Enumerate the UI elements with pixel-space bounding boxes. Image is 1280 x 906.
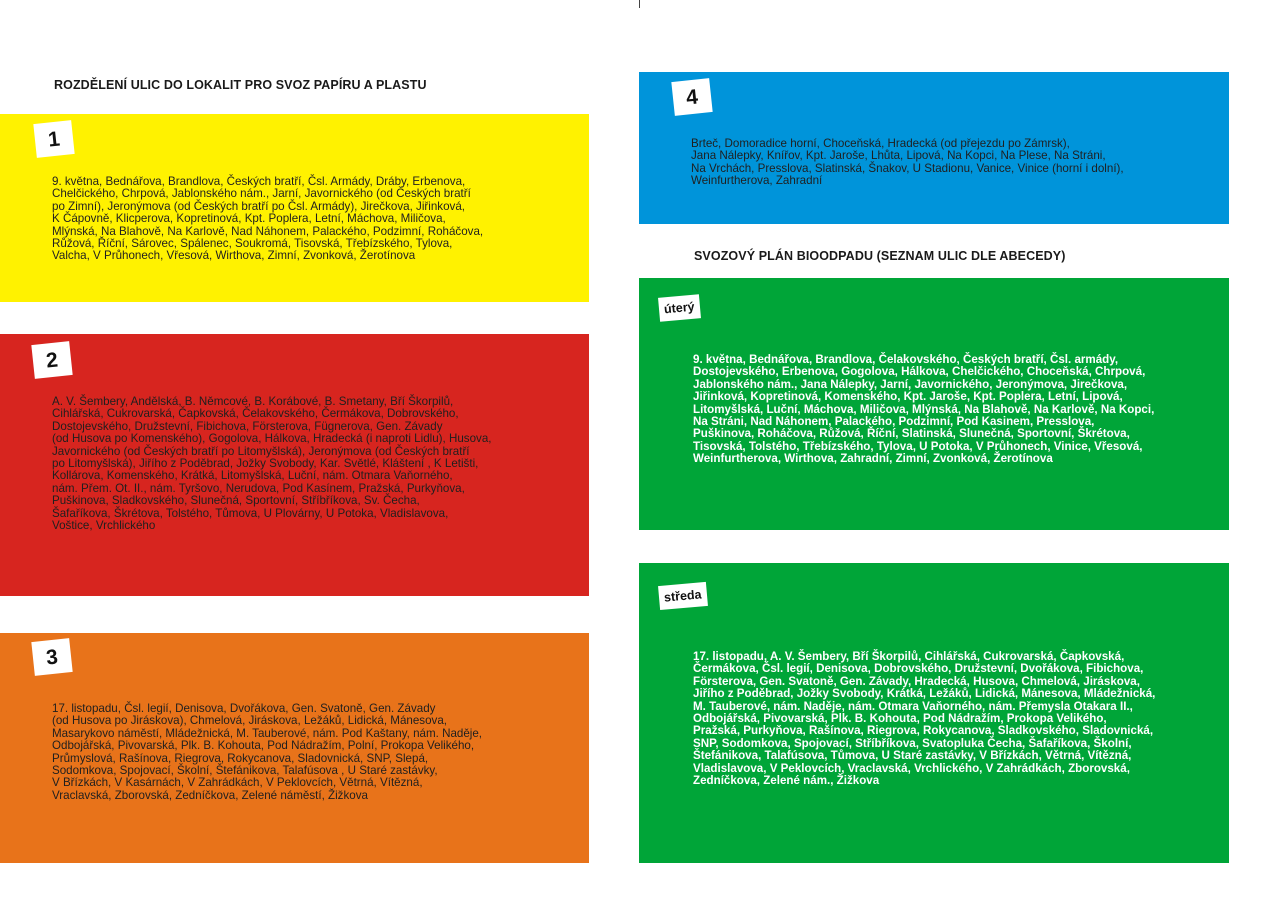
bio-tuesday-label: úterý — [658, 294, 701, 321]
locality-4-streets: Brteč, Domoradice horní, Choceňská, Hradecká (od přejezdu po Zámrsk), Jana Nálepky, Knířov, Kpt. Jaroše, Lhůta, Lipová, Na Kopci, Na Plese, Na Stráni, Na Vrchách, Presslova, Slatinská, Šnakov, U Stadionu, Vanice, Vinice (horní i dolní), Weinfurtherova, Zahradní — [691, 137, 1124, 188]
locality-3-panel — [0, 633, 589, 863]
locality-1-panel — [0, 114, 589, 302]
locality-2-panel — [0, 334, 589, 596]
locality-3-streets: 17. listopadu, Čsl. legií, Denisova, Dvořákova, Gen. Svatoně, Gen. Závady (od Husova po Jiráskova), Chmelová, Jiráskova, Ležáků, Lidická, Mánesova, Masarykovo náměstí, Mládežnická, M. Tauberové, nám. Pod Kaštany, nám. Naděje, Odbojářská, Pivovarská, Plk. B. Kohouta, Pod Nádražím, Polní, Prokopa Velikého, Průmyslová, Rašínova, Riegrova, Rokycanova, Sladovnická, SNP, Slepá, Sodomkova, Spojovací, Školní, Štefánikova, Talafúsova , U Staré zastávky, V Břízkách, V Kasárnách, V Zahrádkách, V Peklovcích, Větrná, Vítězná, Vraclavská, Zborovská, Zedníčkova, Zelené náměstí, Žižkova — [52, 702, 483, 802]
bio-wednesday-label: středa — [658, 582, 707, 610]
fold-mark — [639, 0, 640, 8]
bio-tuesday-streets: 9. května, Bednářova, Brandlova, Čelakovského, Českých bratří, Čsl. armády, Dostojevského, Erbenova, Gogolova, Hálkova, Chelčického, Choceňská, Chrpová, Jablonského nám., Jana Nálepky, Jarní, Javornického, Jeronýmova, Jirečkova, Jiřinková, Kopretinová, Komenského, Kpt. Jaroše, Kpt. Poplera, Letní, Lipová, Litomyšlská, Luční, Máchova, Miličova, Mlýnská, Na Blahově, Na Karlově, Na Kopci, Na Stráni, Nad Náhonem, Palackého, Podzimní, Pod Kasinem, Presslova, Puškinova, Roháčova, Růžová, Říční, Slatinská, Slunečná, Sportovní, Škrétova, Tisovská, Tolstého, Třebízského, Tylova, U Potoka, V Průhonech, Vinice, Vřesová, Weinfurtherova, Wirthova, Zahradní, Zimní, Zvonková, Žerotínova — [693, 353, 1155, 466]
bio-wednesday-panel — [639, 563, 1229, 863]
locality-3-number: 3 — [31, 638, 72, 676]
right-heading: SVOZOVÝ PLÁN BIOODPADU (SEZNAM ULIC DLE ABECEDY) — [694, 249, 1066, 263]
bio-wednesday-streets: 17. listopadu, A. V. Šembery, Bří Škorpilů, Cihlářská, Cukrovarská, Čapkovská, Čermákova, Čsl. legií, Denisova, Dobrovského, Družstevní, Dvořákova, Fibichova, Försterova, Gen. Svatoně, Gen. Závady, Hradecká, Husova, Chmelová, Jiráskova, Jiřího z Poděbrad, Jožky Svobody, Krátká, Ležáků, Lidická, Mánesova, Mládežnická, M. Tauberové, nám. Naděje, nám. Otmara Vaňorného, nám. Přemysla Otakara II., Odbojářská, Pivovarská, Plk. B. Kohouta, Pod Nádražím, Prokopa Velikého, Pražská, Purkyňova, Rašínova, Riegrova, Rokycanova, Sladkovského, Sladovnická, SNP, Sodomkova, Spojovací, Stříbříkova, Svatopluka Čecha, Šafaříkova, Školní, Štefánikova, Talafúsova, Tůmova, U Staré zastávky, V Břízkách, Větrná, Vítězná, Vladislavova, V Peklovcích, Vraclavská, Vrchlického, V Zahrádkách, Zborovská, Zedníčkova, Zelené nám., Žižkova — [693, 650, 1156, 788]
locality-1-number: 1 — [33, 120, 74, 158]
locality-1-streets: 9. května, Bednářova, Brandlova, Českých bratří, Čsl. Armády, Dráby, Erbenova, Chelčického, Chrpová, Jablonského nám., Jarní, Javornického (od Českých bratří po Zimní), Jeronýmova (od Českých bratří po Čsl. Armády), Jirečkova, Jiřinková, K Čápovně, Klicperova, Kopretinová, Kpt. Poplera, Letní, Máchova, Miličova, Mlýnská, Na Blahově, Na Karlově, Nad Náhonem, Palackého, Podzimní, Roháčova, Růžová, Říční, Sárovec, Spálenec, Soukromá, Tisovská, Třebízského, Tylova, Valcha, V Průhonech, Vřesová, Wirthova, Zimní, Zvonková, Žerotínova — [52, 175, 484, 263]
locality-4-panel — [639, 72, 1229, 224]
bio-tuesday-panel — [639, 278, 1229, 530]
locality-2-number: 2 — [31, 341, 72, 379]
locality-2-streets: A. V. Šembery, Andělská, B. Němcové, B. Korábové, B. Smetany, Bří Škorpilů, Cihlářská, Cukrovarská, Čapkovská, Čelakovského, Čermákova, Dobrovského, Dostojevského, Družstevní, Fibichova, Försterova, Fügnerova, Gen. Závady (od Husova po Komenského), Gogolova, Hálkova, Hradecká (i naproti Lidlu), Husova, Javornického (od Českých bratří po Litomyšlská), Jeronýmova (od Českých bratří po Litomyšlská), Jiřího z Poděbrad, Jožky Svobody, Kar. Světlé, Kláštení , K Letišti, Kollárova, Komenského, Krátká, Litomyšlská, Luční, nám. Otmara Vaňorného, nám. Přem. Ot. II., nám. Tyršovo, Nerudova, Pod Kasínem, Pražská, Purkyňova, Puškinova, Sladkovského, Slunečná, Sportovní, Stříbříkova, Sv. Čecha, Šafaříkova, Škrétova, Tolstého, Tůmova, U Plovárny, U Potoka, Vladislavova, Voštice, Vrchlického — [52, 395, 492, 533]
left-heading: ROZDĚLENÍ ULIC DO LOKALIT PRO SVOZ PAPÍRU A PLASTU — [54, 78, 427, 92]
locality-4-number: 4 — [671, 78, 712, 116]
